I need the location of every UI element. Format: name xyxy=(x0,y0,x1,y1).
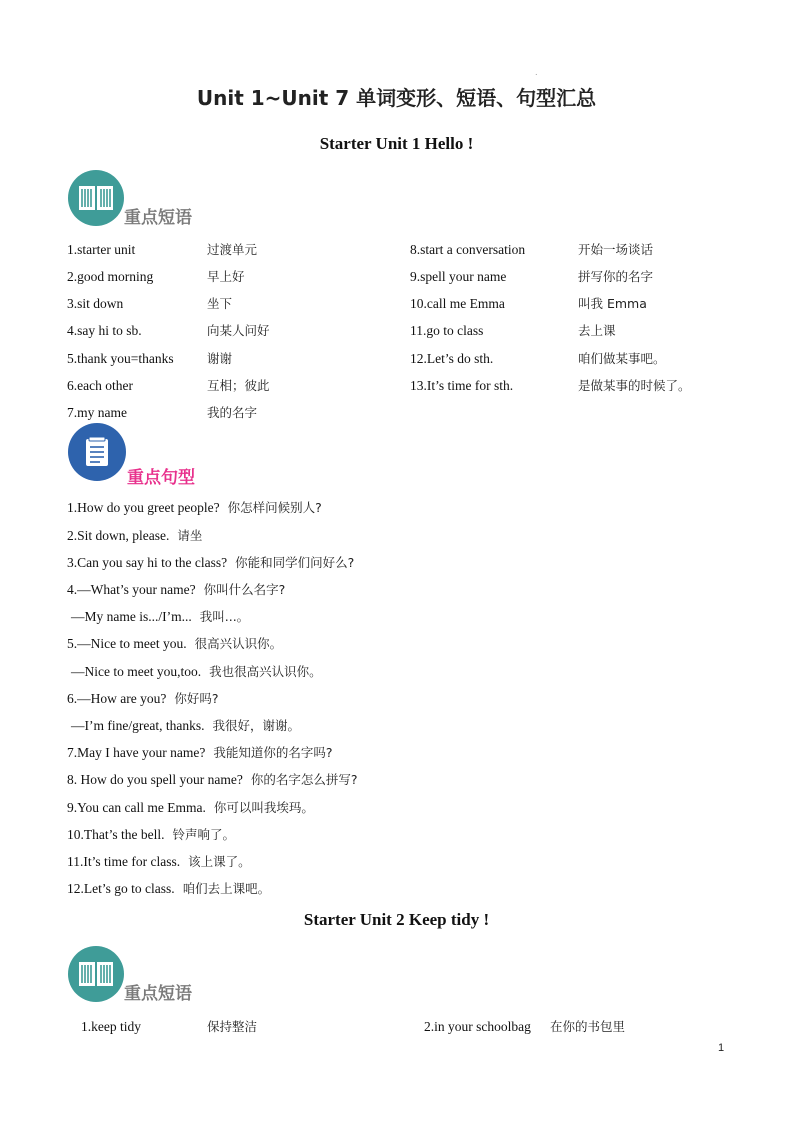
section-label: 重点短语 xyxy=(124,208,192,228)
notepad-icon xyxy=(68,423,126,481)
sentence-row: —My name is.../I’m... 我叫...。 xyxy=(71,609,250,624)
sentence-row: —I’m fine/great, thanks. 我很好，谢谢。 xyxy=(71,718,300,733)
sentence-row: 12.Let’s go to class. 咱们去上课吧。 xyxy=(67,881,271,896)
sentence-row: 11.It’s time for class. 该上课了。 xyxy=(67,854,251,869)
sentence-row: 3.Can you say hi to the class? 你能和同学们问好么? xyxy=(67,555,355,570)
section-label: 重点短语 xyxy=(124,984,192,1004)
open-book-icon xyxy=(68,946,124,1002)
unit-1-title: Starter Unit 1 Hello ! xyxy=(319,134,474,153)
page-title: Unit 1~Unit 7 单词变形、短语、句型汇总 xyxy=(196,86,597,110)
unit-1-phrases-header xyxy=(68,170,228,232)
sentence-row: 4.—What’s your name? 你叫什么名字? xyxy=(67,582,286,597)
sentence-row: 6.—How are you? 你好吗? xyxy=(67,691,219,706)
tiny-mark: . xyxy=(535,68,538,77)
sentence-row: 1.How do you greet people? 你怎样问候别人? xyxy=(67,500,322,515)
sentence-row: 2.Sit down, please. 请坐 xyxy=(67,528,203,543)
open-book-icon xyxy=(68,170,124,226)
sentence-row: 10.That’s the bell. 铃声响了。 xyxy=(67,827,235,842)
page-number: 1 xyxy=(718,1042,725,1054)
sentence-row: 5.—Nice to meet you. 很高兴认识你。 xyxy=(67,636,283,651)
sentence-row: —Nice to meet you,too. 我也很高兴认识你。 xyxy=(71,664,322,679)
sentence-row: 8. How do you spell your name? 你的名字怎么拼写? xyxy=(67,772,358,787)
section-label: 重点句型 xyxy=(127,468,195,488)
sentence-row: 9.You can call me Emma. 你可以叫我埃玛。 xyxy=(67,800,314,815)
unit-1-sentences-header xyxy=(68,423,228,488)
unit-2-title: Starter Unit 2 Keep tidy ! xyxy=(303,910,490,929)
sentence-row: 7.May I have your name? 我能知道你的名字吗? xyxy=(67,745,333,760)
unit-2-phrases-header xyxy=(68,946,228,1008)
